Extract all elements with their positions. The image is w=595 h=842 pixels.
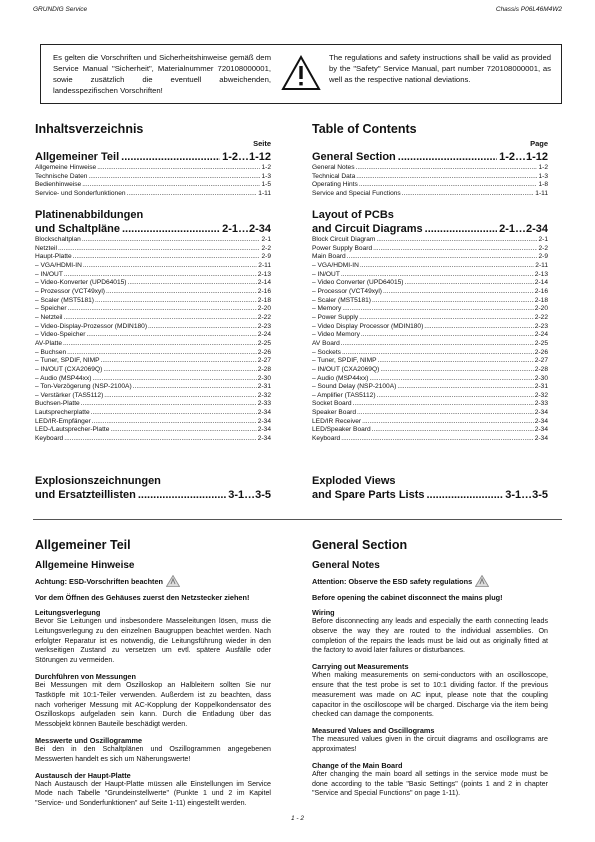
toc-entry-page: 2-23 [257,322,271,330]
dot-leader [110,426,256,435]
dot-leader [128,279,257,288]
toc-entry[interactable] [35,349,271,358]
toc-entry-page: 2-34 [534,426,548,434]
toc-entry-page: 1-5 [261,181,271,189]
toc-entry-label: – Amplifier (TAS5112) [312,391,376,399]
toc-section-heading[interactable]: Explosionszeichnungen und Ersatzteillisten ..... 3-1…3-5 [35,474,271,502]
toc-entry-label: General Notes [312,164,355,171]
toc-entry-page: 2-26 [257,348,271,356]
toc-entry-page: 2-13 [257,270,271,278]
toc-entries [312,236,548,444]
toc-entry-label: Bedienhinweise [35,181,82,189]
toc-entry[interactable] [312,288,548,297]
toc-en-section-1 [312,151,548,199]
header-chassis: Chassis P06L46M4W2 [495,6,562,13]
toc-entry[interactable] [35,426,271,435]
dot-leader [359,181,538,190]
toc-entry[interactable] [35,245,271,254]
toc-entry-page: 2-22 [257,313,271,321]
dot-leader [86,331,256,340]
dot-leader [380,366,533,375]
toc-entry-page: 1-8 [538,181,548,189]
toc-entry[interactable] [312,426,548,435]
toc-section-heading[interactable]: General Section ..... 1-2…1-12 [312,151,548,164]
toc-entry-page: 2-27 [257,357,271,365]
toc-entry-page: 2-2 [538,244,548,252]
toc-entry[interactable] [312,366,548,375]
toc-entry-page: 2-11 [535,261,548,269]
toc-entry-page: 2-34 [257,409,271,417]
toc-entry-label: LED/Speaker Board [312,426,371,434]
toc-entry-label: – IN/OUT (CXA2069Q) [35,365,103,373]
note-paragraph: The measured values given in the circuit diagrams and oscillograms are approximates! [312,735,548,753]
toc-entry-label: Operating Hints [312,181,358,189]
page-number: 1 - 2 [290,815,304,822]
safety-notice-en: The regulations and safety instructions shall be valid as provided by the "Safety" Service Manual, part number 720108000001, as well as the respective national deviations. [329,53,551,84]
warning-triangle-icon [281,55,321,91]
toc-entry-page: 1-2 [538,164,548,171]
toc-entry[interactable] [312,271,548,280]
toc-entry-label: Main Board [312,253,346,261]
toc-entry[interactable] [312,314,548,323]
toc-entry-label: AV-Platte [35,339,62,347]
toc-entry-page: 2-14 [257,279,271,287]
dot-leader [353,400,534,409]
toc-entry-page: 2-9 [538,253,548,261]
toc-entry[interactable] [312,279,548,288]
toc-entry[interactable] [35,190,271,199]
note-heading: Durchführen von Messungen [35,671,136,681]
toc-entry-page: 2-18 [534,296,548,304]
header-brand: GRUNDIG Service [33,6,88,13]
toc-entry-label: – Video Memory [312,331,360,339]
toc-entry-page: 2-28 [257,365,271,373]
toc-entry-label: – Scaler (MST5181) [312,296,371,304]
toc-entry-label: Technische Daten [35,172,88,180]
dot-leader [342,349,534,358]
toc-entry[interactable] [312,323,548,332]
toc-entry[interactable] [35,418,271,427]
general-section-de [35,538,271,809]
dot-leader [378,357,534,366]
dot-leader [148,323,257,332]
toc-entry-page: 2-25 [534,339,548,347]
toc-de-section-2 [35,208,271,444]
toc-entry-label: – Sound Delay (NSP-2100A) [312,383,397,391]
toc-entry-page: 2-9 [261,253,271,261]
toc-entry[interactable] [312,164,548,173]
toc-entry[interactable] [35,383,271,392]
toc-entry-label: – Prozessor (VCT49xyl) [35,287,105,295]
section-title: General Section [312,538,408,552]
toc-entry-label: Service- und Sonderfunktionen [35,189,126,197]
dot-leader [88,173,260,182]
toc-entry-page: 2-23 [534,322,548,330]
toc-entry-label: Netzteil [35,244,57,252]
note-heading: Measured Values and Oscillograms [312,726,435,736]
dot-leader [376,236,537,245]
toc-entry-page: 2-30 [257,374,271,382]
dot-leader [97,164,260,173]
dot-leader [101,357,257,366]
dot-leader [81,400,257,409]
dot-leader [373,245,537,254]
toc-entry-label: Keyboard [35,435,64,443]
toc-entry[interactable] [312,349,548,358]
note-paragraph: Bevor Sie Leitungen und insbesondere Masseleitungen lösen, muss die Leitungsverlegung zu den einzelnen Baugruppen beachtet werden. Nach erfolgter Reparatur ist es notwendig, die Leitungsführung wieder in den werkseitigen Zustand zu versetzen um evtl. spätere Ausfälle oder Störungen zu vermeiden. [35,617,271,665]
toc-entry-label: – Netzteil [35,313,63,321]
toc-entry[interactable] [312,297,548,306]
toc-section-heading[interactable]: Exploded Views and Spare Parts Lists ..... 3-1…3-5 [312,474,548,502]
toc-title-de: Inhaltsverzeichnis [35,122,144,136]
toc-entry-page: 2-34 [257,435,271,443]
dot-leader [424,323,534,332]
toc-entry-label: – IN/OUT [312,270,340,278]
toc-entry-page: 2-33 [534,400,548,408]
dot-leader [341,435,534,444]
toc-entry-label: – Ton-Verzögerung (NSP-2100A) [35,383,132,391]
toc-entry[interactable] [312,331,548,340]
toc-entry-label: Technical Data [312,172,356,180]
dot-leader [106,288,257,297]
toc-entry[interactable] [35,435,271,444]
toc-entry-label: Service and Special Functions [312,189,401,197]
note-paragraph: Bei Messungen mit dem Oszilloskop an Halbleitern sollten Sie nur Tastköpfe mit 10:1-Teiler verwenden. Außerdem ist zu beachten, dass nach vorheriger Messung mit AC-Kopplung der Koppelkondensator des Oszilloskops aufgeladen sein kann. Durch die Entladung über das Messobjekt können Bauteile beschädigt werden. [35,680,271,729]
toc-entry-label: Haupt-Platte [35,253,72,261]
toc-entry-label: – Audio (MSP44xx) [35,374,92,382]
toc-entry-page: 1-3 [261,172,271,180]
toc-de-section-3 [35,474,271,502]
toc-entry-page: 2-34 [534,409,548,417]
toc-entry-page: 2-14 [534,279,548,287]
toc-entry-label: – VGA/HDMI-IN [35,261,82,269]
toc-en-section-3 [312,474,548,502]
toc-entry[interactable] [312,173,548,182]
toc-entry[interactable] [35,314,271,323]
dot-leader [103,366,256,375]
dot-leader [64,271,257,280]
dot-leader [357,409,534,418]
dot-leader [405,279,534,288]
toc-entry[interactable] [312,435,548,444]
toc-entry[interactable] [35,392,271,401]
toc-entry-label: Socket Board [312,400,352,408]
toc-entry-label: Power Supply Board [312,244,373,252]
toc-entry-label: Blockschaltplan [35,236,81,243]
toc-entry-label: – Tuner, SPDIF, NIMP [312,357,377,365]
toc-entry-label: LED/IR Receiver [312,417,362,425]
dot-leader [91,409,257,418]
page-header [33,6,562,18]
toc-entry[interactable] [312,392,548,401]
toc-entry-label: – Video-Konverter (UPD64015) [35,279,127,287]
toc-entry[interactable] [35,305,271,314]
toc-entry-page: 2-22 [534,313,548,321]
note-paragraph: After changing the main board all settings in the service mode must be done according to the table "Basic Settings" (points 1 and 2 in chapter "Service and Special Functions" on page 1-11). [312,769,548,798]
toc-entry[interactable] [35,366,271,375]
toc-entry[interactable] [312,383,548,392]
toc-entry-page: 2-25 [257,339,271,347]
toc-entry-page: 2-34 [534,417,548,425]
toc-entry[interactable] [35,279,271,288]
toc-entry-page: 2-20 [257,305,271,313]
toc-entry-label: – Speicher [35,305,67,313]
toc-section-heading[interactable]: Layout of PCBs and Circuit Diagrams ..... 2-1…2-34 [312,208,548,236]
note-paragraph: Nach Austausch der Haupt-Platte müssen alle Einstellungen im Service Mode nach Tabelle "Grundeinstellwerte" (Punkte 1 und 2 im Kapitel "Service- und Sonderfunktionen" auf Seite 1-11) eingestellt werden. [35,779,271,808]
dot-leader [359,314,534,323]
dot-leader [377,392,534,401]
toc-entries [35,236,271,444]
toc-entry[interactable] [35,297,271,306]
toc-entry[interactable] [35,181,271,190]
toc-entry-label: – Sockets [312,348,341,356]
dot-leader [63,340,257,349]
toc-entry[interactable] [312,357,548,366]
toc-title-en: Table of Contents [312,122,417,136]
toc-entry[interactable] [312,305,548,314]
dot-leader [67,349,257,358]
toc-entry[interactable] [35,164,271,173]
safety-notice-box [40,44,562,104]
toc-entry-page: 2-32 [534,391,548,399]
dot-leader [369,375,533,384]
dot-leader [397,383,533,392]
toc-entry[interactable] [35,253,271,262]
section-divider [33,519,562,520]
dot-leader [92,375,256,384]
toc-section-heading[interactable]: Allgemeiner Teil ..... 1-2…1-12 [35,151,271,164]
note-paragraph: When making measurements on semi-conductors with an oscilloscope, ensure that the test probe is set to 10:1 dividing factor. If the previous measurement was made on AC input, please note that the coupling capacitor in the oscilloscope will be charged. Discharge via the item being checked can damage the components. [312,671,548,719]
toc-entry-page: 2-26 [534,348,548,356]
toc-entry[interactable] [35,331,271,340]
esd-warning-line: Achtung: ESD-Vorschriften beachten [35,575,271,587]
dot-leader [383,288,534,297]
toc-entry-label: – Verstärker (TAS5112) [35,391,104,399]
safety-notice-de: Es gelten die Vorschriften und Sicherheitshinweise gemäß dem Service Manual "Sicherheit", Materialnummer 720108000001, sowie zusätzlich die eventuell abweichenden, landesspezifischen Vorschriften! [53,53,271,95]
toc-entry-page: 2-11 [258,261,271,269]
toc-entry[interactable] [35,288,271,297]
toc-entry[interactable] [312,190,548,199]
general-section-en [312,538,548,799]
toc-entry[interactable] [35,409,271,418]
toc-entries [312,164,548,199]
toc-entry-page: 2-34 [257,426,271,434]
esd-warning-line: Attention: Observe the ESD safety regulations [312,575,548,587]
toc-en-section-2 [312,208,548,444]
dot-leader [64,435,257,444]
dot-leader [347,253,538,262]
toc-de-section-1 [35,151,271,199]
toc-entry-label: – Processor (VCT49xyl) [312,287,382,295]
dot-leader [402,190,535,199]
toc-section-heading[interactable]: Platinenabbildungen und Schaltpläne ..... 2-1…2-34 [35,208,271,236]
note-heading: Carrying out Measurements [312,662,409,672]
note-paragraph: Before disconnecting any leads and especially the earth connecting leads observe the way they are routed to the individual assemblies. On completion of the repairs the leads must be laid out as originally fitted at the factory to avoid later failures or disturbances. [312,617,548,655]
toc-entry-page: 2-16 [534,287,548,295]
toc-entry-label: – Video Display Processor (MDIN180) [312,322,424,330]
dot-leader [341,340,534,349]
toc-entry-page: 2-31 [534,383,548,391]
note-heading: Change of the Main Board [312,760,403,770]
toc-entry-page: 1-3 [538,172,548,180]
dot-leader [127,190,258,199]
toc-entry-page: 2-27 [534,357,548,365]
toc-entry[interactable] [35,271,271,280]
toc-entry[interactable] [35,262,271,271]
toc-entry-label: – VGA/HDMI-IN [312,261,359,269]
notes-list [35,608,271,809]
toc-entry[interactable] [312,400,548,409]
dot-leader [82,181,260,190]
dot-leader [83,262,257,271]
note-paragraph: Bei den in den Schaltplänen und Oszillogrammen angegebenen Messwerten handelt es sich um Näherungswerte! [35,744,271,763]
toc-entry[interactable] [312,245,548,254]
toc-entry[interactable] [35,375,271,384]
toc-entry-label: – Video-Speicher [35,331,86,339]
toc-entry-label: – Scaler (MST5181) [35,296,94,304]
esd-warning-icon [166,575,180,587]
dot-leader [104,392,257,401]
dot-leader [64,314,257,323]
dot-leader [372,297,534,306]
toc-entry[interactable] [35,236,271,245]
toc-page-label-en: Page [530,139,548,148]
toc-entry-page: 2-34 [257,417,271,425]
toc-entry-page: 2-1 [261,236,271,243]
toc-entry[interactable] [312,253,548,262]
toc-entry[interactable] [312,181,548,190]
toc-page-label-de: Seite [253,139,271,148]
toc-entry-label: – Audio (MSP44xx) [312,374,369,382]
toc-entry-label: – Power Supply [312,313,359,321]
dot-leader [133,383,257,392]
toc-entry-page: 1-11 [258,189,271,197]
toc-entry-page: 1-11 [535,189,548,197]
dot-leader [361,331,534,340]
toc-entry-label: Lautsprecherplatte [35,409,90,417]
toc-entry-label: Block Circuit Diagram [312,236,376,243]
toc-entry-label: AV Board [312,339,340,347]
toc-entry-label: – Buchsen [35,348,67,356]
toc-entry-label: – Video Converter (UPD64015) [312,279,404,287]
note-heading: Austausch der Haupt-Platte [35,770,131,780]
dot-leader [342,305,533,314]
toc-entry-label: – Video-Display-Prozessor (MDIN180) [35,322,148,330]
toc-entry[interactable] [312,340,548,349]
toc-entry-page: 2-33 [257,400,271,408]
section-title: Allgemeiner Teil [35,538,131,552]
dot-leader [68,305,257,314]
toc-entry[interactable] [312,375,548,384]
toc-entry-page: 2-34 [534,435,548,443]
section-subtitle: Allgemeine Hinweise [35,560,135,571]
dot-leader [360,262,534,271]
toc-entry[interactable] [312,236,548,245]
dot-leader [58,245,260,254]
notes-list [312,608,548,799]
note-heading: Messwerte und Oszillogramme [35,735,143,745]
dot-leader [372,426,534,435]
dot-leader [362,418,534,427]
toc-entry-page: 2-24 [534,331,548,339]
toc-entry-page: 2-2 [261,244,271,252]
dot-leader [341,271,534,280]
toc-entry-page: 2-1 [538,236,548,243]
toc-entry-page: 1-2 [261,164,271,171]
toc-entry[interactable] [35,173,271,182]
toc-entry-page: 2-28 [534,365,548,373]
toc-entry[interactable] [312,409,548,418]
section-subtitle: General Notes [312,560,380,571]
toc-entry-page: 2-16 [257,287,271,295]
toc-entry-page: 2-31 [257,383,271,391]
toc-entry-label: Keyboard [312,435,341,443]
toc-entry-label: – Tuner, SPDIF, NIMP [35,357,100,365]
toc-entry[interactable] [35,340,271,349]
toc-entry[interactable] [35,357,271,366]
toc-entry-page: 2-30 [534,374,548,382]
dot-leader [92,418,257,427]
note-heading: Wiring [312,608,335,617]
toc-entry-label: – IN/OUT [35,270,63,278]
unplug-warning: Vor dem Öffnen des Gehäuses zuerst den Netzstecker ziehen! [35,593,250,602]
toc-entry-label: – Memory [312,305,342,313]
toc-entry-label: – IN/OUT (CXA2069Q) [312,365,380,373]
toc-entry-page: 2-32 [257,391,271,399]
toc-entry[interactable] [312,418,548,427]
toc-entry-label: Allgemeine Hinweise [35,164,97,171]
toc-entry-page: 2-13 [534,270,548,278]
toc-entry-page: 2-24 [257,331,271,339]
toc-entry[interactable] [312,262,548,271]
toc-entry[interactable] [35,400,271,409]
dot-leader [73,253,261,262]
toc-entry-page: 2-18 [257,296,271,304]
dot-leader [95,297,257,306]
esd-warning-icon [475,575,489,587]
toc-entry-page: 2-20 [534,305,548,313]
toc-entry-label: LED/IR-Empfänger [35,417,91,425]
note-heading: Leitungsverlegung [35,608,101,617]
toc-entry-label: Buchsen-Platte [35,400,80,408]
unplug-warning: Before opening the cabinet disconnect the mains plug! [312,593,503,602]
dot-leader [356,164,538,173]
toc-entries [35,164,271,199]
toc-entry-label: LED-/Lautsprecher-Platte [35,426,110,434]
toc-entry[interactable] [35,323,271,332]
dot-leader [356,173,537,182]
dot-leader [82,236,261,245]
toc-entry-label: Speaker Board [312,409,356,417]
